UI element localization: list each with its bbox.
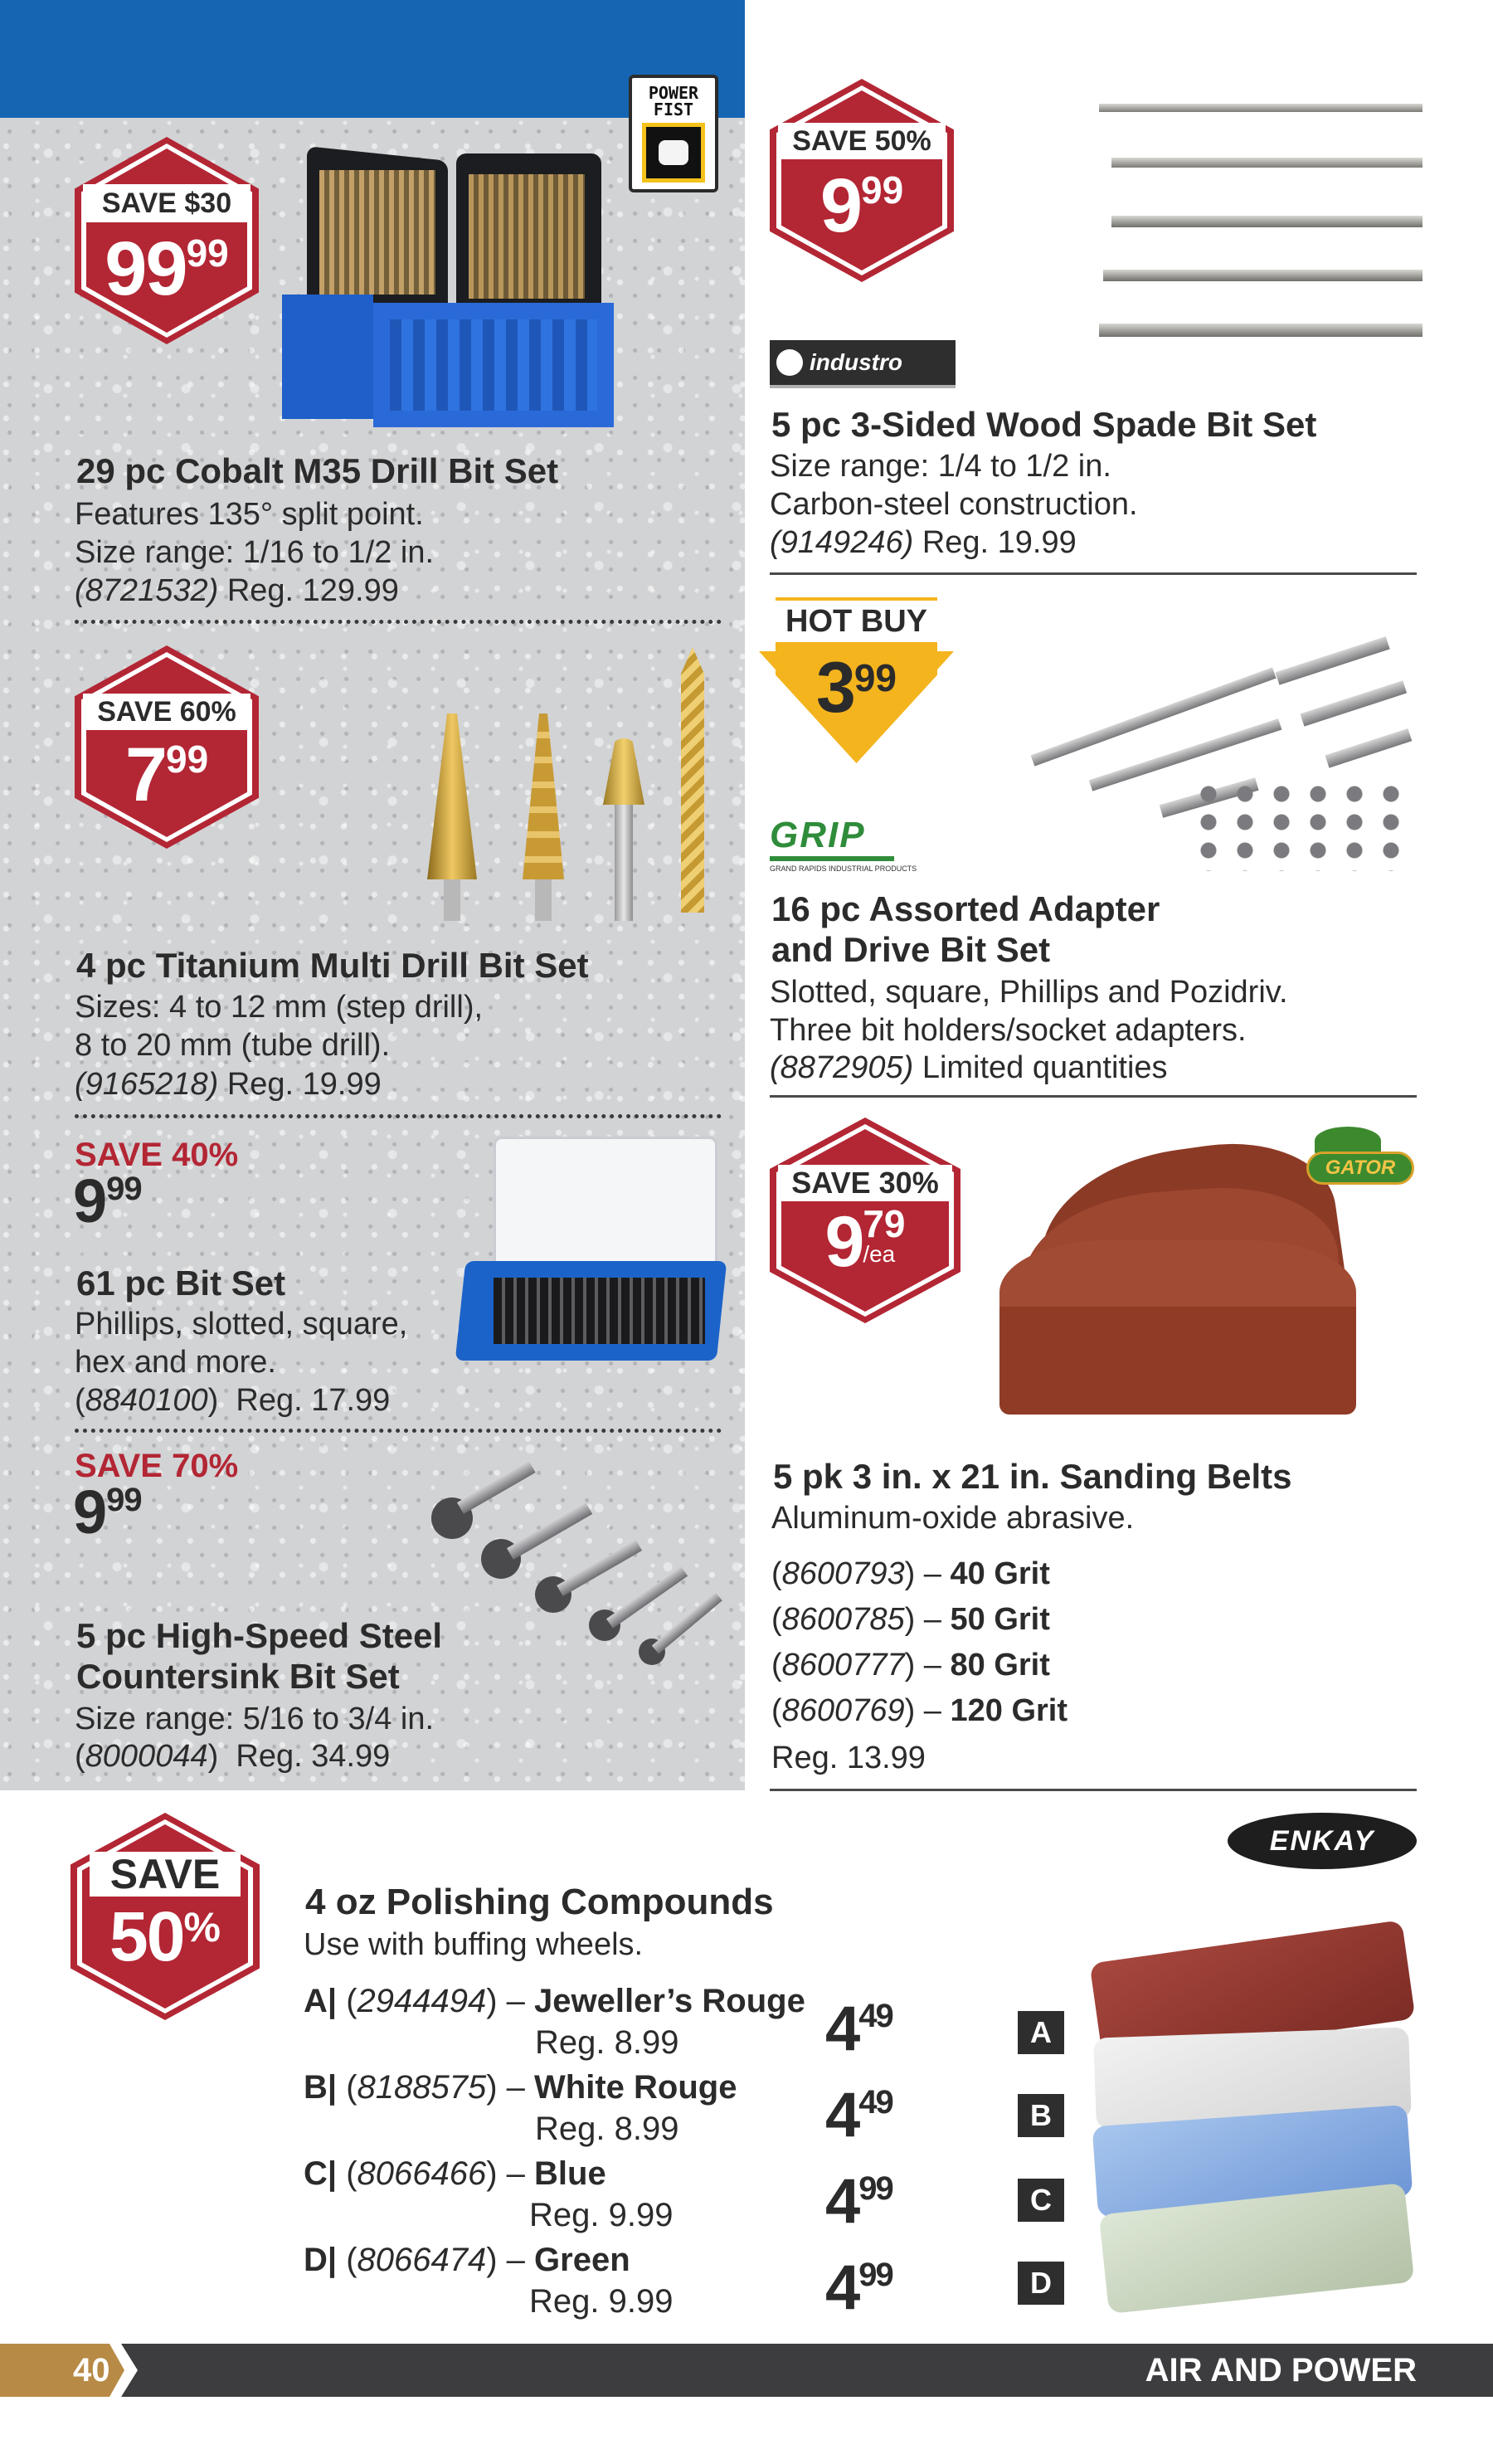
grip-logo-subtext: GRAND RAPIDS INDUSTRIAL PRODUCTS bbox=[770, 864, 917, 873]
title-p1: 29 pc Cobalt M35 Drill Bit Set bbox=[76, 451, 559, 490]
save-label-p3: SAVE 60% bbox=[83, 694, 250, 730]
desc-p1-line1: Features 135° split point. bbox=[75, 497, 424, 532]
spade-bits-image bbox=[1091, 91, 1422, 348]
title-p8: 4 oz Polishing Compounds bbox=[305, 1882, 774, 1922]
enkay-logo bbox=[1228, 1813, 1417, 1869]
sku-p5: (8840100) Reg. 17.99 bbox=[75, 1383, 391, 1418]
section-name: AIR AND POWER bbox=[1145, 2352, 1417, 2389]
title-p3: 4 pc Titanium Multi Drill Bit Set bbox=[76, 946, 589, 985]
compound-row-d: D| (8066474) – Green bbox=[304, 2242, 630, 2278]
tag-c: C bbox=[1018, 2179, 1064, 2222]
divider-rule bbox=[770, 572, 1417, 575]
countersink-bits-image bbox=[423, 1452, 730, 1659]
desc-p3-line2: 8 to 20 mm (tube drill). bbox=[75, 1028, 391, 1063]
grip-logo bbox=[770, 815, 944, 881]
industro-logo-text: industro bbox=[810, 349, 902, 375]
polishing-bars-image bbox=[1087, 1908, 1418, 2323]
price-p4: 399 bbox=[815, 648, 897, 728]
grit-row-3: (8600777) – 80 Grit bbox=[771, 1648, 1050, 1682]
title-p5: 61 pc Bit Set bbox=[76, 1264, 286, 1303]
desc-p6: Aluminum-oxide abrasive. bbox=[771, 1501, 1135, 1536]
title-p2: 5 pc 3-Sided Wood Spade Bit Set bbox=[771, 405, 1317, 444]
title-p6: 5 pk 3 in. x 21 in. Sanding Belts bbox=[773, 1457, 1292, 1496]
titanium-drill-bits-image bbox=[419, 647, 717, 929]
gator-logo-text: GATOR bbox=[1306, 1152, 1414, 1185]
save-word-p8: SAVE bbox=[90, 1852, 241, 1897]
grit-row-4: (8600769) – 120 Grit bbox=[771, 1693, 1068, 1728]
divider-dotted bbox=[75, 620, 722, 624]
industro-logo-icon bbox=[776, 349, 803, 376]
save-label-p6: SAVE 30% bbox=[778, 1165, 952, 1201]
compound-row-b: B| (8188575) – White Rouge bbox=[304, 2069, 737, 2106]
desc-p8: Use with buffing wheels. bbox=[304, 1927, 644, 1962]
compound-price-c: $4^{99}$ bbox=[825, 2166, 892, 2237]
sku-p3: (9165218) Reg. 19.99 bbox=[75, 1067, 382, 1102]
grit-row-2: (8600785) – 50 Grit bbox=[771, 1602, 1050, 1637]
save-label-p2: SAVE 50% bbox=[778, 123, 946, 159]
gator-logo bbox=[1306, 1127, 1414, 1190]
divider-rule bbox=[770, 1095, 1417, 1098]
divider-dotted bbox=[75, 1429, 722, 1433]
compound-reg-a: Reg. 8.99 bbox=[535, 2024, 679, 2061]
tag-b: B bbox=[1018, 2094, 1064, 2137]
price-p1: 9999 bbox=[105, 226, 229, 311]
sku-p1: (8721532) Reg. 129.99 bbox=[75, 573, 399, 608]
compound-reg-d: Reg. 9.99 bbox=[529, 2283, 674, 2320]
title-p4-line2: and Drive Bit Set bbox=[771, 930, 1051, 969]
price-p3: 799 bbox=[124, 733, 209, 817]
price-p2: 999 bbox=[819, 163, 904, 248]
divider-dotted bbox=[75, 1114, 722, 1118]
sku-p4: (8872905) Limited quantities bbox=[770, 1050, 1168, 1085]
sku-p2: (9149246) Reg. 19.99 bbox=[770, 525, 1077, 560]
drill-bit-case-image bbox=[282, 153, 605, 427]
compound-price-b: $4^{49}$ bbox=[825, 2080, 892, 2150]
title-p4-line1: 16 pc Assorted Adapter bbox=[771, 889, 1160, 928]
title-p7-line1: 5 pc High-Speed Steel bbox=[76, 1616, 443, 1655]
desc-p5-line2: hex and more. bbox=[75, 1345, 276, 1380]
desc-p7-line1: Size range: 5/16 to 3/4 in. bbox=[75, 1702, 435, 1736]
sku-p7: (8000044) Reg. 34.99 bbox=[75, 1739, 391, 1774]
power-fist-logo-text: POWER FIST bbox=[648, 83, 699, 119]
price-p6-cents-unit: 79 /ea bbox=[863, 1202, 906, 1267]
compound-price-a: $4^{49}$ bbox=[825, 1994, 892, 2064]
compound-reg-c: Reg. 9.99 bbox=[529, 2197, 674, 2233]
tag-d: D bbox=[1018, 2262, 1064, 2305]
enkay-logo-text: ENKAY bbox=[1269, 1825, 1375, 1857]
title-p7-line2: Countersink Bit Set bbox=[76, 1657, 400, 1696]
hot-buy-badge bbox=[759, 597, 954, 759]
price-p6: 9 79 /ea bbox=[824, 1202, 906, 1282]
compound-row-a: A| (2944494) – Jeweller’s Rouge bbox=[304, 1983, 805, 2019]
reg-p6: Reg. 13.99 bbox=[771, 1741, 926, 1775]
grip-logo-text: GRIP bbox=[770, 815, 894, 861]
desc-p2-line1: Size range: 1/4 to 1/2 in. bbox=[770, 449, 1111, 484]
compound-reg-b: Reg. 8.99 bbox=[535, 2111, 679, 2147]
save-label-p7: SAVE 70% bbox=[75, 1448, 239, 1484]
industro-logo bbox=[770, 340, 956, 388]
desc-p3-line1: Sizes: 4 to 12 mm (step drill), bbox=[75, 990, 484, 1025]
price-p5: 999 bbox=[73, 1166, 142, 1235]
save-label-p1: SAVE $30 bbox=[83, 184, 250, 222]
save-pct-p8: 50% bbox=[109, 1897, 221, 1975]
page-number: 40 bbox=[73, 2352, 110, 2389]
adapter-bits-image bbox=[1024, 631, 1418, 871]
grit-row-1: (8600793) – 40 Grit bbox=[771, 1556, 1050, 1591]
desc-p4-line1: Slotted, square, Phillips and Pozidriv. bbox=[770, 975, 1288, 1010]
compound-row-c: C| (8066466) – Blue bbox=[304, 2155, 606, 2192]
tag-a: A bbox=[1018, 2011, 1064, 2054]
price-p7: 999 bbox=[73, 1478, 142, 1546]
desc-p4-line2: Three bit holders/socket adapters. bbox=[770, 1013, 1247, 1048]
compound-price-d: $4^{99}$ bbox=[825, 2252, 892, 2323]
divider-rule bbox=[770, 1789, 1417, 1791]
bit-set-case-image bbox=[460, 1137, 726, 1365]
fist-icon bbox=[642, 123, 705, 183]
desc-p1-line2: Size range: 1/16 to 1/2 in. bbox=[75, 535, 435, 570]
save-label-p5: SAVE 40% bbox=[75, 1137, 239, 1173]
desc-p2-line2: Carbon-steel construction. bbox=[770, 487, 1138, 522]
hot-buy-label: HOT BUY bbox=[771, 601, 942, 642]
power-fist-logo bbox=[629, 75, 718, 192]
desc-p5-line1: Phillips, slotted, square, bbox=[75, 1307, 408, 1342]
